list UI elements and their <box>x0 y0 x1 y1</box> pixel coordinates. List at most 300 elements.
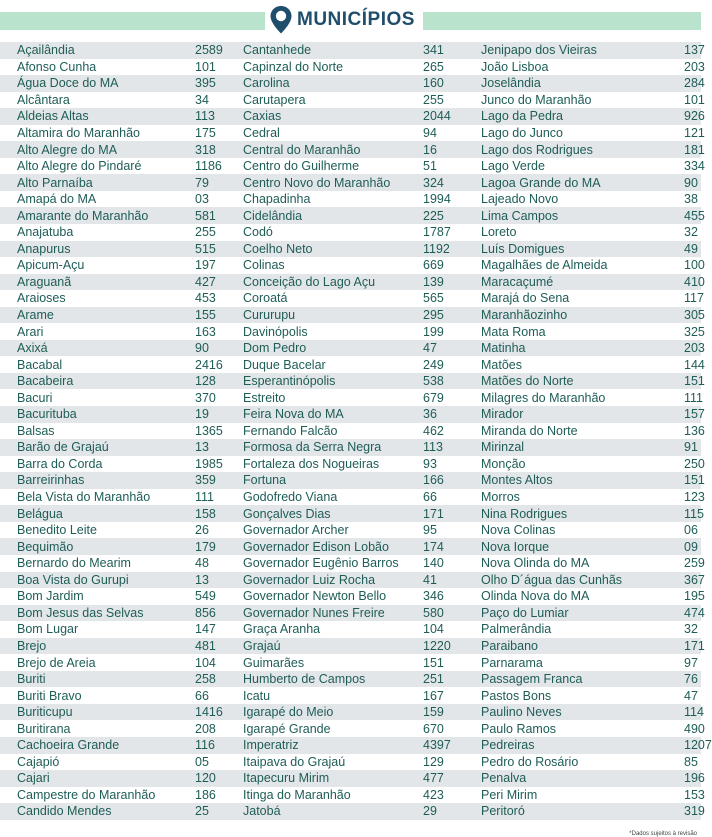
municipality-name: Passagem Franca <box>481 672 583 687</box>
municipality-name: Boa Vista do Gurupi <box>17 572 129 587</box>
municipality-name: Buriti <box>17 672 46 687</box>
municipality-row <box>17 671 223 688</box>
municipality-name: Amarante do Maranhão <box>17 208 149 223</box>
municipality-count: 1186 <box>195 159 222 174</box>
municipality-count: 26 <box>195 523 209 538</box>
municipality-row <box>243 257 451 274</box>
municipality-count: 4397 <box>423 738 451 753</box>
municipality-row <box>243 439 451 456</box>
municipality-name: Jenipapo dos Vieiras <box>481 43 597 58</box>
municipality-name: Estreito <box>243 390 286 405</box>
municipality-row <box>17 538 223 555</box>
municipality-name: Igarapé Grande <box>243 721 331 736</box>
municipality-row <box>481 522 712 539</box>
municipality-count: 195 <box>684 589 705 604</box>
municipality-row <box>243 605 451 622</box>
municipality-count: 181 <box>684 142 705 157</box>
municipality-count: 259 <box>684 556 705 571</box>
municipality-count: 225 <box>423 208 444 223</box>
municipality-name: Candido Mendes <box>17 804 112 819</box>
municipality-count: 255 <box>195 225 216 240</box>
municipality-row <box>481 125 712 142</box>
municipality-row <box>243 687 451 704</box>
municipality-name: Peri Mirim <box>481 787 538 802</box>
municipality-name: Alto Alegre do MA <box>17 142 118 157</box>
municipality-row <box>17 274 223 291</box>
municipality-name: Anajatuba <box>17 225 74 240</box>
municipality-name: Penalva <box>481 771 527 786</box>
municipality-column-3 <box>481 42 712 820</box>
municipality-count: 565 <box>423 291 444 306</box>
municipality-row <box>243 588 451 605</box>
municipality-name: Jatobá <box>243 804 281 819</box>
municipality-name: Davinópolis <box>243 324 308 339</box>
municipality-count: 203 <box>684 341 705 356</box>
municipality-count: 111 <box>684 390 704 405</box>
municipality-row <box>17 75 223 92</box>
municipality-name: Imperatriz <box>243 738 299 753</box>
municipality-name: Carolina <box>243 76 290 91</box>
municipality-name: Centro do Guilherme <box>243 159 360 174</box>
municipality-row <box>243 274 451 291</box>
municipality-name: Barão de Grajaú <box>17 440 109 455</box>
municipality-row <box>243 489 451 506</box>
municipality-count: 115 <box>684 506 704 521</box>
municipality-count: 85 <box>684 754 698 769</box>
municipality-row <box>17 340 223 357</box>
municipality-name: Cantanhede <box>243 43 312 58</box>
municipality-row <box>17 141 223 158</box>
municipality-name: Cururupu <box>243 308 296 323</box>
municipality-name: Montes Altos <box>481 473 553 488</box>
municipality-row <box>481 671 712 688</box>
municipality-count: 101 <box>195 59 216 74</box>
municipality-row <box>481 538 712 555</box>
municipality-name: Matões <box>481 357 522 372</box>
municipality-row <box>481 241 712 258</box>
municipality-count: 151 <box>684 374 705 389</box>
municipality-name: Olho D´água das Cunhãs <box>481 572 623 587</box>
municipality-row <box>481 92 712 109</box>
municipality-row <box>17 803 223 820</box>
municipality-name: Colinas <box>243 258 285 273</box>
municipality-name: Alto Parnaíba <box>17 175 93 190</box>
municipality-count: 367 <box>684 572 705 587</box>
municipality-row <box>243 389 451 406</box>
municipality-count: 2416 <box>195 357 223 372</box>
municipality-name: Conceição do Lago Açu <box>243 274 376 289</box>
municipality-row <box>17 605 223 622</box>
municipality-name: Icatu <box>243 688 271 703</box>
municipality-name: Arame <box>17 308 54 323</box>
municipality-row <box>243 373 451 390</box>
municipality-count: 09 <box>684 539 698 554</box>
municipality-name: Capinzal do Norte <box>243 59 344 74</box>
municipality-row <box>243 158 451 175</box>
municipality-row <box>481 323 712 340</box>
municipality-row <box>481 572 712 589</box>
municipality-count: 104 <box>423 622 444 637</box>
municipality-name: Bom Lugar <box>17 622 79 637</box>
municipality-count: 144 <box>684 357 705 372</box>
municipality-row <box>17 290 223 307</box>
municipality-count: 13 <box>195 440 209 455</box>
municipality-count: 481 <box>195 638 216 653</box>
municipality-name: Miranda do Norte <box>481 423 578 438</box>
municipality-name: Duque Bacelar <box>243 357 326 372</box>
municipality-count: 1207 <box>684 738 712 753</box>
municipality-name: Bernardo do Mearim <box>17 556 131 571</box>
municipality-count: 1192 <box>423 241 450 256</box>
municipality-name: Nina Rodrigues <box>481 506 568 521</box>
municipality-count: 669 <box>423 258 444 273</box>
municipality-count: 1787 <box>423 225 451 240</box>
municipality-row <box>481 654 712 671</box>
municipality-row <box>17 720 223 737</box>
header-title-group <box>265 4 423 36</box>
municipality-name: Luís Domigues <box>481 241 565 256</box>
municipality-row <box>17 489 223 506</box>
municipality-name: Peritoró <box>481 804 525 819</box>
municipality-count: 580 <box>423 605 444 620</box>
municipality-count: 94 <box>423 126 437 140</box>
municipality-row <box>481 787 712 804</box>
municipality-row <box>243 456 451 473</box>
municipality-name: Paço do Lumiar <box>481 605 569 620</box>
municipality-name: Magalhães de Almeida <box>481 258 608 273</box>
municipality-name: Bom Jardim <box>17 589 84 604</box>
municipality-count: 427 <box>195 274 216 289</box>
municipality-count: 1994 <box>423 192 451 207</box>
municipality-name: Coelho Neto <box>243 241 313 256</box>
municipality-row <box>17 108 223 125</box>
municipality-count: 90 <box>684 175 698 190</box>
municipality-row <box>243 42 451 59</box>
municipality-row <box>481 555 712 572</box>
municipality-name: Palmerândia <box>481 622 552 637</box>
municipality-name: Governador Edison Lobão <box>243 539 389 554</box>
municipality-count: 251 <box>423 672 444 687</box>
municipality-row <box>17 522 223 539</box>
footnote: *Dados sujeitos à revisão <box>629 831 697 837</box>
municipality-count: 250 <box>684 456 705 471</box>
municipality-name: Godofredo Viana <box>243 490 338 505</box>
municipality-name: Bom Jesus das Selvas <box>17 605 144 620</box>
municipality-row <box>243 803 451 820</box>
municipality-row <box>481 456 712 473</box>
municipality-row <box>481 638 712 655</box>
municipality-count: 197 <box>195 258 216 273</box>
municipality-name: Maracaçumé <box>481 274 554 289</box>
municipality-name: Anapurus <box>17 241 71 256</box>
municipality-name: Governador Newton Bello <box>243 589 387 604</box>
municipality-count: 19 <box>195 407 209 422</box>
municipality-name: Arari <box>17 324 44 339</box>
municipality-row <box>481 406 712 423</box>
municipality-name: Barreirinhas <box>17 473 85 488</box>
municipality-name: Caxias <box>243 109 282 124</box>
municipality-count: 153 <box>684 787 705 802</box>
municipality-name: Buriti Bravo <box>17 688 82 703</box>
municipality-name: Graça Aranha <box>243 622 321 637</box>
municipality-count: 151 <box>684 473 705 488</box>
municipality-name: Guimarães <box>243 655 305 670</box>
municipality-column-2 <box>243 42 451 820</box>
municipality-count: 97 <box>684 655 698 670</box>
municipality-count: 51 <box>423 159 437 174</box>
municipality-count: 95 <box>423 523 437 538</box>
municipality-row <box>17 323 223 340</box>
municipality-name: Nova Olinda do MA <box>481 556 590 571</box>
municipality-row <box>481 307 712 324</box>
municipality-row <box>243 125 451 142</box>
municipality-name: Lago do Junco <box>481 126 564 140</box>
municipality-count: 90 <box>195 341 209 356</box>
municipality-name: Central do Maranhão <box>243 142 361 157</box>
municipality-row <box>243 654 451 671</box>
municipality-name: Paulo Ramos <box>481 721 557 736</box>
municipality-count: 128 <box>195 374 216 389</box>
municipality-name: Lago da Pedra <box>481 109 564 124</box>
municipality-count: 581 <box>195 208 216 223</box>
municipality-name: Cidelândia <box>243 208 303 223</box>
municipality-row <box>243 754 451 771</box>
municipality-count: 249 <box>423 357 444 372</box>
municipality-name: Cajapió <box>17 754 60 769</box>
municipality-count: 474 <box>684 605 705 620</box>
municipality-row <box>243 108 451 125</box>
municipality-row <box>17 224 223 241</box>
municipality-name: Bela Vista do Maranhão <box>17 490 151 505</box>
municipality-name: Nova Iorque <box>481 539 550 554</box>
municipality-name: Araguanã <box>17 274 72 289</box>
municipality-count: 120 <box>195 771 216 786</box>
municipality-name: Bacuri <box>17 390 53 405</box>
municipality-row <box>17 704 223 721</box>
municipality-count: 295 <box>423 308 444 323</box>
municipality-name: Lima Campos <box>481 208 559 223</box>
municipality-row <box>17 555 223 572</box>
municipality-row <box>243 555 451 572</box>
municipality-row <box>243 92 451 109</box>
page-title: MUNICÍPIOS <box>297 9 415 30</box>
municipality-row <box>243 290 451 307</box>
municipality-name: Formosa da Serra Negra <box>243 440 382 455</box>
municipality-name: Cajari <box>17 771 50 786</box>
municipality-count: 91 <box>684 440 698 455</box>
municipality-row <box>481 621 712 638</box>
municipality-row <box>481 356 712 373</box>
municipality-name: Grajaú <box>243 638 281 653</box>
municipality-name: Cachoeira Grande <box>17 738 120 753</box>
municipality-count: 32 <box>684 622 698 637</box>
municipality-count: 116 <box>195 738 215 753</box>
municipality-name: Araioses <box>17 291 66 306</box>
municipality-count: 13 <box>195 572 209 587</box>
municipality-name: Esperantinópolis <box>243 374 336 389</box>
municipality-name: Itaipava do Grajaú <box>243 754 346 769</box>
municipality-count: 196 <box>684 771 705 786</box>
municipality-row <box>481 191 712 208</box>
municipality-count: 255 <box>423 92 444 107</box>
municipality-count: 346 <box>423 589 444 604</box>
municipality-row <box>17 158 223 175</box>
municipality-count: 29 <box>423 804 437 819</box>
municipality-count: 41 <box>423 572 437 587</box>
municipality-count: 157 <box>684 407 705 422</box>
municipality-name: Parnarama <box>481 655 543 670</box>
municipality-count: 324 <box>423 175 444 190</box>
municipality-name: Paulino Neves <box>481 705 562 720</box>
municipality-count: 76 <box>684 672 698 687</box>
municipality-name: Amapá do MA <box>17 192 97 207</box>
municipality-row <box>17 439 223 456</box>
municipality-count: 32 <box>684 225 698 240</box>
municipality-name: Pedreiras <box>481 738 535 753</box>
municipality-row <box>481 439 712 456</box>
municipality-count: 166 <box>423 473 444 488</box>
municipality-name: Nova Colinas <box>481 523 556 538</box>
municipality-row <box>481 588 712 605</box>
municipality-row <box>243 522 451 539</box>
municipality-count: 155 <box>195 308 216 323</box>
municipality-row <box>481 754 712 771</box>
municipality-name: Governador Nunes Freire <box>243 605 385 620</box>
municipality-count: 147 <box>195 622 216 637</box>
municipality-name: Matões do Norte <box>481 374 574 389</box>
municipality-name: Coroatá <box>243 291 288 306</box>
municipality-name: Bequimão <box>17 539 74 554</box>
municipality-count: 490 <box>684 721 705 736</box>
municipality-count: 34 <box>195 92 209 107</box>
municipality-row <box>17 654 223 671</box>
municipality-row <box>17 307 223 324</box>
municipality-count: 265 <box>423 59 444 74</box>
municipality-count: 410 <box>684 274 705 289</box>
municipality-name: Bacurituba <box>17 407 77 422</box>
municipality-row <box>17 241 223 258</box>
municipality-count: 171 <box>684 638 705 653</box>
municipality-count: 47 <box>684 688 698 703</box>
municipality-row <box>17 505 223 522</box>
municipality-count: 258 <box>195 672 216 687</box>
municipality-name: Bacabeira <box>17 374 74 389</box>
municipality-row <box>17 572 223 589</box>
municipality-name: Mirinzal <box>481 440 525 455</box>
municipality-row <box>17 389 223 406</box>
municipality-count: 05 <box>195 754 209 769</box>
municipality-name: Feira Nova do MA <box>243 407 344 422</box>
municipality-count: 123 <box>684 490 705 505</box>
municipality-name: Afonso Cunha <box>17 59 97 74</box>
municipality-count: 159 <box>423 705 444 720</box>
municipality-name: Mata Roma <box>481 324 546 339</box>
municipality-row <box>243 737 451 754</box>
municipality-name: Governador Eugênio Barros <box>243 556 399 571</box>
municipality-name: Pedro do Rosário <box>481 754 579 769</box>
municipality-name: Lagoa Grande do MA <box>481 175 601 190</box>
municipality-count: 926 <box>684 109 705 124</box>
municipality-row <box>481 605 712 622</box>
municipality-row <box>17 472 223 489</box>
municipality-count: 203 <box>684 59 705 74</box>
municipality-row <box>481 158 712 175</box>
municipality-row <box>481 141 712 158</box>
municipality-name: Fernando Falcão <box>243 423 338 438</box>
municipality-count: 856 <box>195 605 216 620</box>
municipality-count: 1416 <box>195 705 223 720</box>
municipality-name: Itapecuru Mirim <box>243 771 330 786</box>
municipality-name: Altamira do Maranhão <box>17 126 140 140</box>
municipality-row <box>481 42 712 59</box>
municipality-name: Junco do Maranhão <box>481 92 592 107</box>
municipality-count: 199 <box>423 324 444 339</box>
municipality-row <box>243 505 451 522</box>
municipality-name: Itinga do Maranhão <box>243 787 351 802</box>
municipality-row <box>243 720 451 737</box>
municipality-count: 151 <box>423 655 444 670</box>
municipality-name: Benedito Leite <box>17 523 97 538</box>
municipality-count: 158 <box>195 506 216 521</box>
map-pin-icon <box>269 5 293 35</box>
municipality-count: 38 <box>684 192 698 207</box>
municipality-row <box>481 75 712 92</box>
municipality-row <box>17 406 223 423</box>
municipality-count: 305 <box>684 308 705 323</box>
municipality-name: Lajeado Novo <box>481 192 559 207</box>
municipality-count: 167 <box>423 688 444 703</box>
municipality-row <box>243 323 451 340</box>
municipality-row <box>481 472 712 489</box>
municipality-name: Fortaleza dos Nogueiras <box>243 456 380 471</box>
municipality-count: 03 <box>195 192 209 207</box>
municipality-count: 101 <box>684 92 705 107</box>
municipality-row <box>481 207 712 224</box>
municipality-row <box>17 356 223 373</box>
municipality-name: Mirador <box>481 407 524 422</box>
municipality-count: 25 <box>195 804 209 819</box>
municipality-name: Matinha <box>481 341 526 356</box>
municipality-count: 104 <box>195 655 216 670</box>
municipality-row <box>243 638 451 655</box>
municipality-row <box>481 720 712 737</box>
municipality-name: Lago dos Rodrigues <box>481 142 593 157</box>
municipality-row <box>481 704 712 721</box>
municipality-count: 319 <box>684 804 705 819</box>
municipality-name: Carutapera <box>243 92 306 107</box>
municipality-row <box>17 423 223 440</box>
municipality-name: João Lisboa <box>481 59 549 74</box>
municipality-count: 48 <box>195 556 209 571</box>
municipality-count: 111 <box>195 490 215 505</box>
municipality-name: Codó <box>243 225 273 240</box>
municipality-count: 49 <box>684 241 698 256</box>
municipality-row <box>243 191 451 208</box>
municipality-row <box>481 340 712 357</box>
municipality-name: Campestre do Maranhão <box>17 787 156 802</box>
header <box>0 0 701 40</box>
municipality-count: 113 <box>195 109 215 124</box>
municipality-count: 370 <box>195 390 216 405</box>
municipality-name: Gonçalves Dias <box>243 506 331 521</box>
municipality-count: 1985 <box>195 456 223 471</box>
municipality-row <box>243 423 451 440</box>
municipality-row <box>243 356 451 373</box>
municipality-name: Buritirana <box>17 721 71 736</box>
municipality-row <box>243 406 451 423</box>
municipality-name: Governador Luiz Rocha <box>243 572 376 587</box>
municipality-name: Centro Novo do Maranhão <box>243 175 391 190</box>
